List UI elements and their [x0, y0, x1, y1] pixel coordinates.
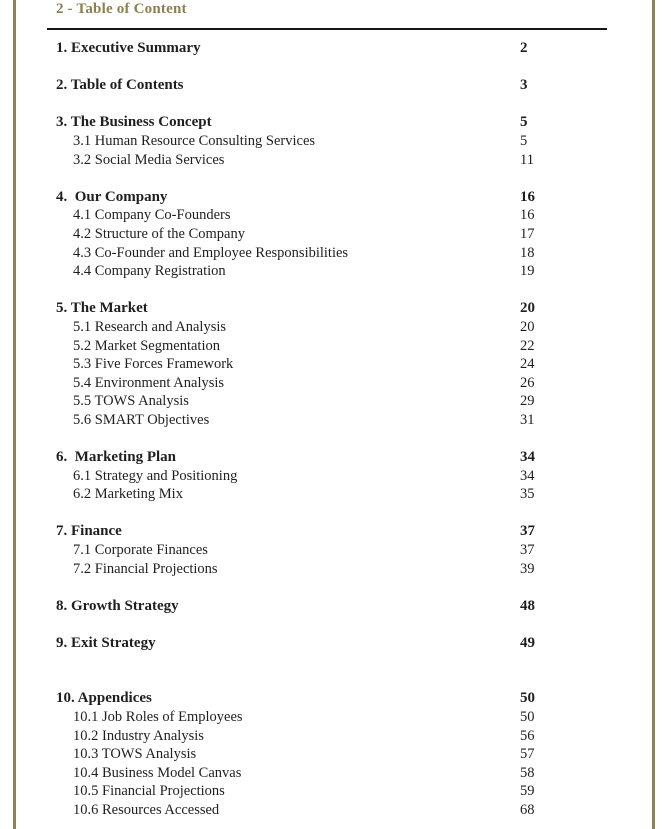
- toc-section-title: [56, 522, 608, 541]
- toc-section-title: [56, 597, 608, 616]
- toc-subsection-entry: [56, 151, 608, 170]
- toc-entry-page-number: 58: [520, 764, 535, 781]
- toc-entry-label: 4.1 Company Co-Founders: [73, 207, 231, 224]
- toc-entry-label: 8. Growth Strategy: [56, 597, 179, 614]
- toc-entry-page-number: 11: [520, 151, 534, 168]
- toc-entry-page-number: 50: [520, 708, 535, 725]
- toc-entry-page-number: 24: [520, 356, 535, 373]
- toc-entry-label: 6.1 Strategy and Positioning: [73, 467, 238, 484]
- toc-section-title: [56, 299, 608, 318]
- toc-entry-label: 2. Table of Contents: [56, 77, 184, 94]
- toc-subsection-entry: [56, 782, 608, 801]
- toc-entry-page-number: 16: [520, 188, 535, 205]
- toc-subsection-entry: [56, 318, 608, 337]
- toc-entry-label: 5.5 TOWS Analysis: [73, 393, 189, 410]
- toc-entry-page-number: 2: [520, 40, 528, 56]
- toc-entry-page-number: 20: [520, 300, 535, 317]
- toc-entry-label: 4.2 Structure of the Company: [73, 225, 245, 242]
- toc-group: [56, 76, 608, 95]
- toc-entry-label: 5.4 Environment Analysis: [73, 374, 225, 391]
- toc-subsection-entry: [56, 801, 608, 820]
- toc-entry-label: 10. Appendices: [56, 690, 152, 707]
- toc-section-title: [56, 188, 608, 207]
- toc-subsection-entry: [56, 132, 608, 151]
- toc-entry-label: 5. The Market: [56, 300, 148, 317]
- toc-subsection-entry: [56, 764, 608, 783]
- toc-entry-page-number: 29: [520, 393, 535, 410]
- toc-entry-label: 10.5 Financial Projections: [73, 783, 225, 800]
- toc-subsection-entry: [56, 225, 608, 244]
- page-header: 2 - Table of Content: [56, 1, 187, 17]
- toc-subsection-entry: [56, 727, 608, 746]
- toc-subsection-entry: [56, 467, 608, 486]
- toc-list: [56, 39, 608, 820]
- toc-group: [56, 448, 608, 504]
- toc-entry-label: 5.3 Five Forces Framework: [73, 356, 234, 373]
- toc-section-title: [56, 689, 608, 708]
- page-left-border: [13, 0, 16, 829]
- toc-entry-page-number: 18: [520, 244, 535, 261]
- toc-entry-label: 7.1 Corporate Finances: [73, 542, 208, 559]
- toc-section-title: [56, 39, 608, 58]
- toc-group: [56, 299, 608, 429]
- toc-section-title: [56, 448, 608, 467]
- toc-entry-label: 7.2 Financial Projections: [73, 560, 218, 577]
- toc-entry-page-number: 17: [520, 225, 535, 242]
- toc-section-title: [56, 634, 608, 653]
- toc-entry-label: 6. Marketing Plan: [56, 449, 176, 466]
- toc-entry-page-number: 22: [520, 337, 535, 354]
- toc-entry-label: 6.2 Marketing Mix: [73, 486, 183, 503]
- toc-entry-page-number: 19: [520, 263, 535, 280]
- toc-subsection-entry: [56, 708, 608, 727]
- toc-group: [56, 39, 608, 58]
- toc-subsection-entry: [56, 337, 608, 356]
- toc-entry-label: 5.2 Market Segmentation: [73, 337, 220, 354]
- toc-entry-label: 5.6 SMART Objectives: [73, 411, 210, 428]
- toc-entry-label: 3.2 Social Media Services: [73, 151, 225, 168]
- toc-entry-label: 9. Exit Strategy: [56, 635, 156, 651]
- toc-entry-page-number: 16: [520, 207, 535, 224]
- toc-group: [56, 188, 608, 281]
- toc-subsection-entry: [56, 541, 608, 560]
- toc-entry-page-number: 37: [520, 523, 535, 540]
- toc-entry-page-number: 5: [520, 114, 528, 131]
- toc-entry-page-number: 49: [520, 635, 535, 651]
- toc-entry-label: 5.1 Research and Analysis: [73, 318, 227, 335]
- toc-subsection-entry: [56, 560, 608, 579]
- toc-entry-page-number: 59: [520, 783, 535, 800]
- toc-entry-page-number: 68: [520, 801, 535, 818]
- page-right-border: [652, 0, 655, 829]
- toc-entry-label: 3. The Business Concept: [56, 114, 212, 131]
- toc-subsection-entry: [56, 355, 608, 374]
- toc-section-title: [56, 76, 608, 95]
- toc-group: [56, 597, 608, 616]
- toc-subsection-entry: [56, 392, 608, 411]
- toc-entry-label: 1. Executive Summary: [56, 40, 201, 56]
- toc-entry-page-number: 5: [520, 132, 528, 149]
- toc-entry-label: 10.6 Resources Accessed: [73, 801, 220, 818]
- toc-subsection-entry: [56, 244, 608, 263]
- toc-entry-page-number: 34: [520, 467, 535, 484]
- toc-entry-page-number: 3: [520, 77, 528, 94]
- toc-group: [56, 634, 608, 653]
- toc-entry-page-number: 57: [520, 746, 535, 763]
- toc-entry-page-number: 50: [520, 690, 535, 707]
- toc-entry-label: 7. Finance: [56, 523, 122, 540]
- toc-group: [56, 689, 608, 819]
- toc-entry-label: 4.4 Company Registration: [73, 263, 226, 280]
- toc-subsection-entry: [56, 485, 608, 504]
- toc-subsection-entry: [56, 206, 608, 225]
- toc-entry-label: 10.1 Job Roles of Employees: [73, 708, 243, 725]
- toc-entry-page-number: 48: [520, 597, 535, 614]
- toc-entry-label: 10.2 Industry Analysis: [73, 727, 204, 744]
- toc-entry-label: 4.3 Co-Founder and Employee Responsibilities: [73, 244, 349, 261]
- toc-entry-page-number: 37: [520, 542, 535, 559]
- toc-entry-label: 10.3 TOWS Analysis: [73, 746, 197, 763]
- toc-entry-page-number: 31: [520, 411, 535, 428]
- toc-entry-page-number: 56: [520, 727, 535, 744]
- toc-entry-label: 3.1 Human Resource Consulting Services: [73, 132, 316, 149]
- toc-group: [56, 113, 608, 169]
- toc-subsection-entry: [56, 411, 608, 430]
- toc-entry-page-number: 35: [520, 486, 535, 503]
- header-rule: [47, 28, 607, 30]
- toc-section-title: [56, 113, 608, 132]
- toc-entry-label: 4. Our Company: [56, 188, 168, 205]
- toc-entry-page-number: 20: [520, 318, 535, 335]
- toc-entry-page-number: 26: [520, 374, 535, 391]
- toc-group: [56, 522, 608, 578]
- toc-entry-label: 10.4 Business Model Canvas: [73, 764, 242, 781]
- toc-entry-page-number: 39: [520, 560, 535, 577]
- toc-entry-page-number: 34: [520, 449, 535, 466]
- toc-subsection-entry: [56, 745, 608, 764]
- toc-subsection-entry: [56, 262, 608, 281]
- toc-subsection-entry: [56, 374, 608, 393]
